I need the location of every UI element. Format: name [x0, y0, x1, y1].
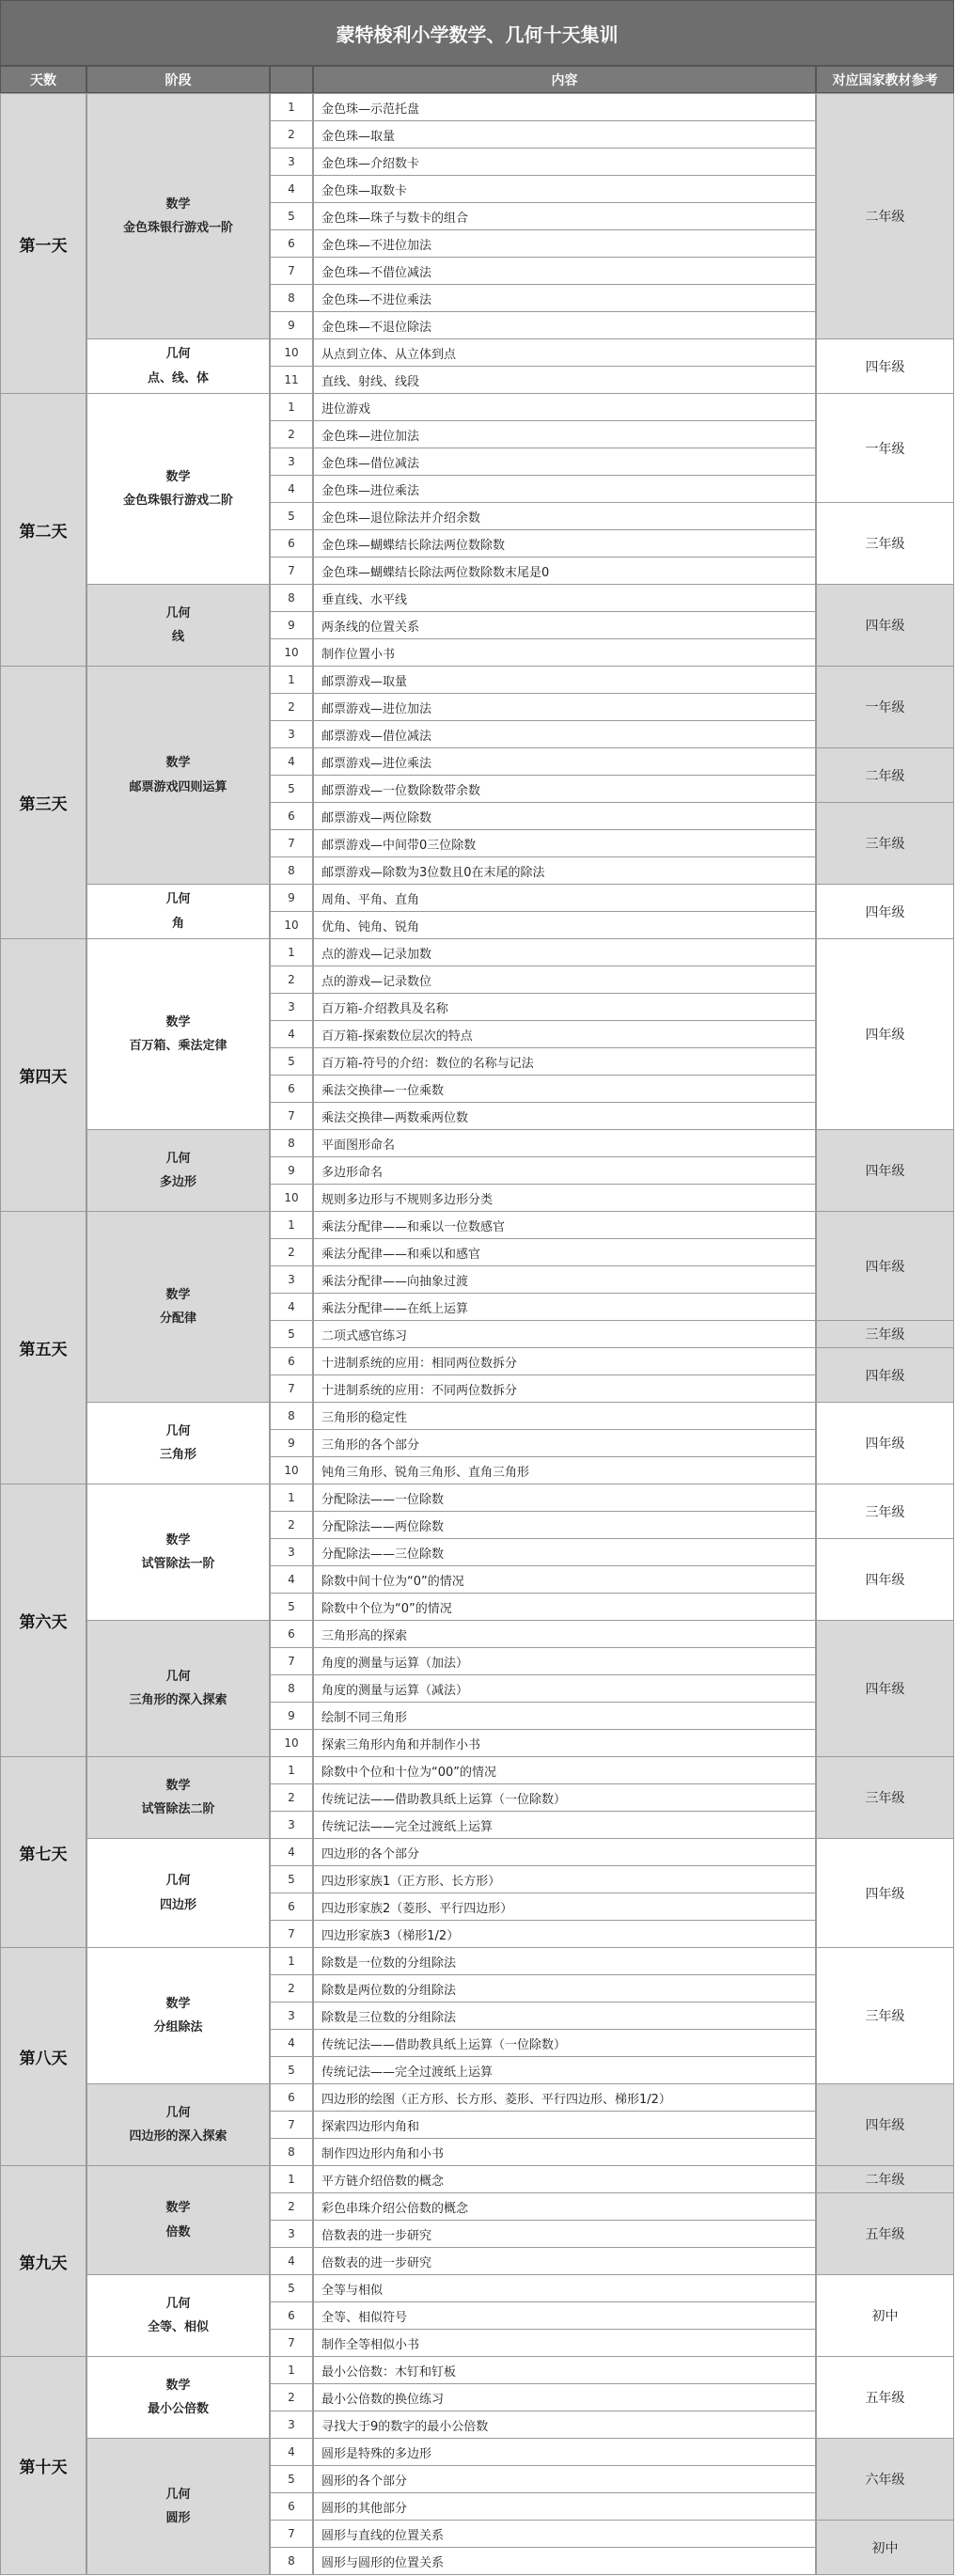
grade-cell: 三年级: [816, 802, 954, 885]
row-number: 5: [270, 1320, 313, 1348]
phase-cell: [86, 1211, 270, 1403]
grade-cell: 四年级: [816, 584, 954, 667]
day-label: 第十天: [0, 2356, 86, 2575]
row-number: 3: [270, 148, 313, 176]
row-number: 4: [270, 175, 313, 203]
row-content: 分配除法——两位除数: [313, 1511, 816, 1539]
row-number: 8: [270, 584, 313, 612]
row-content: 三角形的稳定性: [313, 1402, 816, 1430]
grade-cell: 三年级: [816, 1756, 954, 1839]
phase-subject: 数学: [165, 1996, 191, 2011]
phase-topic: 线: [171, 630, 184, 644]
phase-topic: 三角形: [159, 1448, 196, 1462]
row-content: 金色珠—蝴蝶结长除法两位数除数: [313, 529, 816, 558]
row-content: 探索四边形内角和: [313, 2111, 816, 2139]
phase-subject: 几何: [165, 347, 191, 361]
row-number: 4: [270, 2438, 313, 2466]
grade-cell: 四年级: [816, 938, 954, 1130]
row-content: 二项式感官练习: [313, 1320, 816, 1348]
grade-cell: 四年级: [816, 1538, 954, 1621]
row-content: 传统记法——借助教具纸上运算（一位除数）: [313, 1783, 816, 1812]
phase-topic: 邮票游戏四则运算: [129, 779, 227, 794]
row-number: 10: [270, 638, 313, 667]
row-number: 4: [270, 1565, 313, 1594]
row-content: 规则多边形与不规则多边形分类: [313, 1184, 816, 1212]
phase-subject: 几何: [165, 892, 191, 906]
phase-subject: 几何: [165, 1151, 191, 1166]
phase-topic: 最小公倍数: [147, 2402, 209, 2416]
row-content: 倍数表的进一步研究: [313, 2247, 816, 2275]
row-number: 7: [270, 1374, 313, 1403]
row-number: 9: [270, 1429, 313, 1457]
phase-topic: 点、线、体: [147, 370, 209, 385]
row-content: 金色珠—取数卡: [313, 175, 816, 203]
row-content: 圆形的各个部分: [313, 2465, 816, 2493]
phase-cell: [86, 584, 270, 667]
phase-topic: 分组除法: [153, 2020, 203, 2034]
row-number: 8: [270, 1129, 313, 1157]
phase-topic: 三角形的深入探索: [129, 1693, 227, 1707]
row-content: 圆形与直线的位置关系: [313, 2520, 816, 2548]
grade-cell: 二年级: [816, 93, 954, 339]
row-number: 6: [270, 802, 313, 830]
row-content: 金色珠—取量: [313, 120, 816, 149]
row-content: 金色珠—不退位除法: [313, 311, 816, 339]
phase-subject: 数学: [165, 2378, 191, 2393]
row-content: 邮票游戏—两位除数: [313, 802, 816, 830]
phase-subject: 数学: [165, 1014, 191, 1029]
row-content: 两条线的位置关系: [313, 611, 816, 639]
row-number: 6: [270, 229, 313, 258]
row-content: 传统记法——借助教具纸上运算（一位除数）: [313, 2029, 816, 2057]
row-number: 8: [270, 1674, 313, 1703]
row-number: 6: [270, 1620, 313, 1648]
grade-cell: 四年级: [816, 1838, 954, 1948]
day-label: 第五天: [0, 1211, 86, 1484]
day-label: 第六天: [0, 1484, 86, 1757]
phase-cell: [86, 1947, 270, 2084]
phase-cell: [86, 2274, 270, 2357]
row-content: 圆形与圆形的位置关系: [313, 2547, 816, 2575]
phase-subject: 数学: [165, 2201, 191, 2215]
row-content: 传统记法——完全过渡纸上运算: [313, 2056, 816, 2084]
row-content: 四边形家族2（菱形、平行四边形）: [313, 1893, 816, 1921]
row-content: 平方链介绍倍数的概念: [313, 2165, 816, 2193]
day-label: 第七天: [0, 1756, 86, 1948]
row-number: 1: [270, 393, 313, 421]
row-number: 8: [270, 284, 313, 312]
row-content: 进位游戏: [313, 393, 816, 421]
row-content: 邮票游戏—一位数除数带余数: [313, 775, 816, 803]
row-number: 6: [270, 1075, 313, 1103]
grade-cell: 三年级: [816, 502, 954, 585]
row-number: 7: [270, 2520, 313, 2548]
day-label: 第三天: [0, 666, 86, 939]
row-number: 5: [270, 502, 313, 530]
row-number: 7: [270, 829, 313, 857]
row-content: 十进制系统的应用：不同两位数拆分: [313, 1374, 816, 1403]
row-number: 6: [270, 2492, 313, 2521]
row-number: 2: [270, 1511, 313, 1539]
row-number: 5: [270, 1865, 313, 1893]
phase-cell: [86, 2438, 270, 2575]
row-content: 点的游戏—记录加数: [313, 938, 816, 966]
row-content: 传统记法——完全过渡纸上运算: [313, 1811, 816, 1839]
phase-subject: 几何: [165, 2105, 191, 2120]
header-content: 内容: [313, 66, 816, 93]
row-content: 金色珠—进位乘法: [313, 475, 816, 503]
grade-cell: 四年级: [816, 884, 954, 939]
row-content: 制作位置小书: [313, 638, 816, 667]
row-number: 8: [270, 856, 313, 885]
row-number: 1: [270, 666, 313, 694]
phase-subject: 数学: [165, 1287, 191, 1302]
phase-topic: 多边形: [159, 1175, 196, 1189]
row-content: 除数中个位和十位为“00”的情况: [313, 1756, 816, 1784]
grade-cell: 四年级: [816, 1211, 954, 1321]
row-content: 角度的测量与运算（加法）: [313, 1647, 816, 1675]
row-content: 四边形的绘图（正方形、长方形、菱形、平行四边形、梯形1/2）: [313, 2083, 816, 2112]
row-content: 金色珠—借位减法: [313, 448, 816, 476]
row-content: 圆形是特殊的多边形: [313, 2438, 816, 2466]
row-content: 除数是一位数的分组除法: [313, 1947, 816, 1975]
header-grade: 对应国家教材参考: [816, 66, 954, 93]
row-content: 邮票游戏—借位减法: [313, 720, 816, 748]
row-content: 点的游戏—记录数位: [313, 966, 816, 994]
row-content: 分配除法——一位除数: [313, 1484, 816, 1512]
row-number: 10: [270, 1729, 313, 1757]
grade-cell: 四年级: [816, 1620, 954, 1757]
day-label: 第九天: [0, 2165, 86, 2357]
phase-cell: [86, 938, 270, 1130]
row-content: 全等、相似符号: [313, 2301, 816, 2330]
row-number: 4: [270, 475, 313, 503]
row-content: 金色珠—不借位减法: [313, 257, 816, 285]
phase-topic: 试管除法一阶: [141, 1557, 215, 1571]
row-number: 1: [270, 1756, 313, 1784]
grade-cell: 三年级: [816, 1484, 954, 1539]
row-number: 9: [270, 1156, 313, 1185]
row-content: 寻找大于9的数字的最小公倍数: [313, 2411, 816, 2439]
row-content: 金色珠—退位除法并介绍余数: [313, 502, 816, 530]
phase-topic: 试管除法二阶: [141, 1802, 215, 1816]
row-content: 多边形命名: [313, 1156, 816, 1185]
row-content: 金色珠—不进位加法: [313, 229, 816, 258]
grade-cell: 一年级: [816, 393, 954, 503]
row-number: 7: [270, 1102, 313, 1130]
row-number: 4: [270, 1293, 313, 1321]
header-num: [270, 66, 313, 93]
row-number: 1: [270, 1484, 313, 1512]
grade-cell: 一年级: [816, 666, 954, 748]
header-day: 天数: [0, 66, 86, 93]
grade-cell: 五年级: [816, 2192, 954, 2275]
row-content: 优角、钝角、锐角: [313, 911, 816, 939]
row-number: 9: [270, 884, 313, 912]
row-content: 直线、射线、线段: [313, 366, 816, 394]
phase-subject: 数学: [165, 1778, 191, 1793]
row-number: 2: [270, 1238, 313, 1266]
header-phase: 阶段: [86, 66, 270, 93]
row-number: 6: [270, 2083, 313, 2112]
phase-subject: 数学: [165, 469, 191, 484]
row-number: 5: [270, 1047, 313, 1076]
row-content: 百万箱-符号的介绍：数位的名称与记法: [313, 1047, 816, 1076]
phase-cell: [86, 1402, 270, 1484]
phase-cell: [86, 93, 270, 339]
phase-cell: [86, 1838, 270, 1948]
row-number: 4: [270, 2029, 313, 2057]
row-number: 5: [270, 1593, 313, 1621]
row-number: 7: [270, 2329, 313, 2357]
row-number: 7: [270, 1920, 313, 1948]
row-number: 9: [270, 311, 313, 339]
row-number: 2: [270, 420, 313, 448]
row-number: 1: [270, 938, 313, 966]
row-number: 6: [270, 1893, 313, 1921]
grade-cell: 二年级: [816, 747, 954, 803]
phase-cell: [86, 393, 270, 585]
row-number: 4: [270, 1020, 313, 1048]
row-content: 金色珠—不进位乘法: [313, 284, 816, 312]
row-number: 3: [270, 2411, 313, 2439]
phase-cell: [86, 338, 270, 394]
row-number: 3: [270, 1538, 313, 1566]
row-content: 邮票游戏—进位乘法: [313, 747, 816, 776]
phase-subject: 几何: [165, 2296, 191, 2311]
row-content: 除数中个位为“0”的情况: [313, 1593, 816, 1621]
row-number: 9: [270, 611, 313, 639]
row-number: 6: [270, 2301, 313, 2330]
row-number: 4: [270, 2247, 313, 2275]
grade-cell: 四年级: [816, 338, 954, 394]
row-content: 金色珠—示范托盘: [313, 93, 816, 121]
row-content: 金色珠—进位加法: [313, 420, 816, 448]
row-content: 绘制不同三角形: [313, 1702, 816, 1730]
row-number: 2: [270, 966, 313, 994]
row-number: 7: [270, 1647, 313, 1675]
row-number: 1: [270, 1947, 313, 1975]
row-number: 7: [270, 2111, 313, 2139]
row-number: 10: [270, 1456, 313, 1484]
day-label: 第二天: [0, 393, 86, 667]
row-content: 四边形家族3（梯形1/2）: [313, 1920, 816, 1948]
phase-subject: 数学: [165, 196, 191, 212]
phase-topic: 金色珠银行游戏二阶: [122, 494, 233, 508]
row-content: 周角、平角、直角: [313, 884, 816, 912]
grade-cell: 四年级: [816, 1129, 954, 1212]
row-content: 乘法分配律——和乘以一位数感官: [313, 1211, 816, 1239]
row-number: 5: [270, 202, 313, 230]
row-content: 金色珠—蝴蝶结长除法两位数除数末尾是0: [313, 557, 816, 585]
row-number: 8: [270, 2547, 313, 2575]
row-number: 11: [270, 366, 313, 394]
row-number: 3: [270, 448, 313, 476]
row-content: 钝角三角形、锐角三角形、直角三角形: [313, 1456, 816, 1484]
row-number: 9: [270, 1702, 313, 1730]
phase-topic: 百万箱、乘法定律: [129, 1039, 227, 1053]
phase-subject: 数学: [165, 1532, 191, 1547]
row-content: 制作四边形内角和小书: [313, 2138, 816, 2166]
row-content: 乘法分配律——在纸上运算: [313, 1293, 816, 1321]
phase-cell: [86, 1484, 270, 1621]
row-number: 2: [270, 693, 313, 721]
day-label: 第八天: [0, 1947, 86, 2166]
row-content: 垂直线、水平线: [313, 584, 816, 612]
phase-subject: 几何: [165, 2487, 191, 2502]
row-content: 金色珠—介绍数卡: [313, 148, 816, 176]
phase-topic: 四边形: [159, 1897, 196, 1912]
phase-cell: [86, 666, 270, 885]
row-content: 制作全等相似小书: [313, 2329, 816, 2357]
row-content: 百万箱-介绍教具及名称: [313, 993, 816, 1021]
day-label: 第四天: [0, 938, 86, 1212]
grade-cell: 四年级: [816, 2083, 954, 2166]
row-content: 全等与相似: [313, 2274, 816, 2302]
phase-topic: 分配律: [159, 1312, 196, 1326]
phase-cell: [86, 2083, 270, 2166]
row-number: 7: [270, 557, 313, 585]
phase-topic: 圆形: [165, 2511, 191, 2525]
phase-topic: 四边形的深入探索: [129, 2129, 227, 2144]
row-content: 探索三角形内角和并制作小书: [313, 1729, 816, 1757]
grade-cell: 初中: [816, 2274, 954, 2357]
row-number: 2: [270, 2192, 313, 2221]
phase-subject: 几何: [165, 605, 191, 620]
row-number: 2: [270, 120, 313, 149]
phase-cell: [86, 2356, 270, 2439]
row-content: 四边形家族1（正方形、长方形）: [313, 1865, 816, 1893]
row-content: 乘法交换律—一位乘数: [313, 1075, 816, 1103]
row-content: 乘法交换律—两数乘两位数: [313, 1102, 816, 1130]
row-number: 3: [270, 720, 313, 748]
row-content: 除数是两位数的分组除法: [313, 1974, 816, 2003]
grade-cell: 二年级: [816, 2165, 954, 2193]
row-number: 2: [270, 2383, 313, 2411]
phase-topic: 倍数: [165, 2224, 191, 2239]
grade-cell: 初中: [816, 2520, 954, 2575]
row-number: 1: [270, 1211, 313, 1239]
phase-cell: [86, 1620, 270, 1757]
row-content: 邮票游戏—除数为3位数且0在末尾的除法: [313, 856, 816, 885]
row-number: 10: [270, 1184, 313, 1212]
row-number: 4: [270, 1838, 313, 1866]
row-number: 4: [270, 747, 313, 776]
row-content: 平面图形命名: [313, 1129, 816, 1157]
row-number: 3: [270, 1265, 313, 1294]
row-number: 10: [270, 338, 313, 367]
phase-topic: 金色珠银行游戏一阶: [122, 221, 233, 235]
row-content: 乘法分配律——和乘以和感官: [313, 1238, 816, 1266]
row-content: 从点到立体、从立体到点: [313, 338, 816, 367]
row-content: 邮票游戏—中间带0三位除数: [313, 829, 816, 857]
phase-cell: [86, 1756, 270, 1839]
row-content: 邮票游戏—进位加法: [313, 693, 816, 721]
row-content: 彩色串珠介绍公倍数的概念: [313, 2192, 816, 2221]
row-number: 2: [270, 1783, 313, 1812]
grade-cell: 五年级: [816, 2356, 954, 2439]
row-content: 百万箱-探索数位层次的特点: [313, 1020, 816, 1048]
grade-cell: 三年级: [816, 1947, 954, 2084]
row-number: 2: [270, 1974, 313, 2003]
row-number: 6: [270, 529, 313, 558]
phase-cell: [86, 884, 270, 939]
row-content: 金色珠—珠子与数卡的组合: [313, 202, 816, 230]
grade-cell: 三年级: [816, 1320, 954, 1348]
row-content: 除数是三位数的分组除法: [313, 2002, 816, 2030]
row-number: 1: [270, 93, 313, 121]
grade-cell: 六年级: [816, 2438, 954, 2521]
phase-topic: 角: [171, 916, 184, 931]
row-number: 10: [270, 911, 313, 939]
row-content: 最小公倍数的换位练习: [313, 2383, 816, 2411]
phase-cell: [86, 1129, 270, 1212]
day-label: 第一天: [0, 93, 86, 394]
row-number: 1: [270, 2165, 313, 2193]
phase-subject: 几何: [165, 1423, 191, 1438]
row-content: 四边形的各个部分: [313, 1838, 816, 1866]
row-content: 邮票游戏—取量: [313, 666, 816, 694]
row-content: 三角形的各个部分: [313, 1429, 816, 1457]
row-content: 最小公倍数：木钉和钉板: [313, 2356, 816, 2384]
phase-topic: 全等、相似: [147, 2320, 209, 2334]
row-number: 5: [270, 2465, 313, 2493]
row-number: 3: [270, 993, 313, 1021]
row-number: 3: [270, 1811, 313, 1839]
row-number: 8: [270, 2138, 313, 2166]
phase-subject: 几何: [165, 1874, 191, 1888]
row-number: 8: [270, 1402, 313, 1430]
row-content: 除数中间十位为“0”的情况: [313, 1565, 816, 1594]
row-content: 乘法分配律——向抽象过渡: [313, 1265, 816, 1294]
row-number: 7: [270, 257, 313, 285]
row-number: 5: [270, 2056, 313, 2084]
phase-cell: [86, 2165, 270, 2275]
phase-subject: 几何: [165, 1669, 191, 1684]
row-number: 6: [270, 1347, 313, 1375]
row-content: 圆形的其他部分: [313, 2492, 816, 2521]
row-content: 倍数表的进一步研究: [313, 2220, 816, 2248]
row-content: 三角形高的探索: [313, 1620, 816, 1648]
row-number: 1: [270, 2356, 313, 2384]
row-number: 5: [270, 775, 313, 803]
row-content: 十进制系统的应用：相同两位数拆分: [313, 1347, 816, 1375]
page-title: 蒙特梭利小学数学、几何十天集训: [0, 0, 954, 66]
row-content: 分配除法——三位除数: [313, 1538, 816, 1566]
table-header: [0, 66, 954, 93]
row-content: 角度的测量与运算（减法）: [313, 1674, 816, 1703]
row-number: 3: [270, 2220, 313, 2248]
grade-cell: 四年级: [816, 1402, 954, 1484]
phase-subject: 数学: [165, 756, 191, 770]
grade-cell: 四年级: [816, 1347, 954, 1403]
row-number: 3: [270, 2002, 313, 2030]
row-number: 5: [270, 2274, 313, 2302]
